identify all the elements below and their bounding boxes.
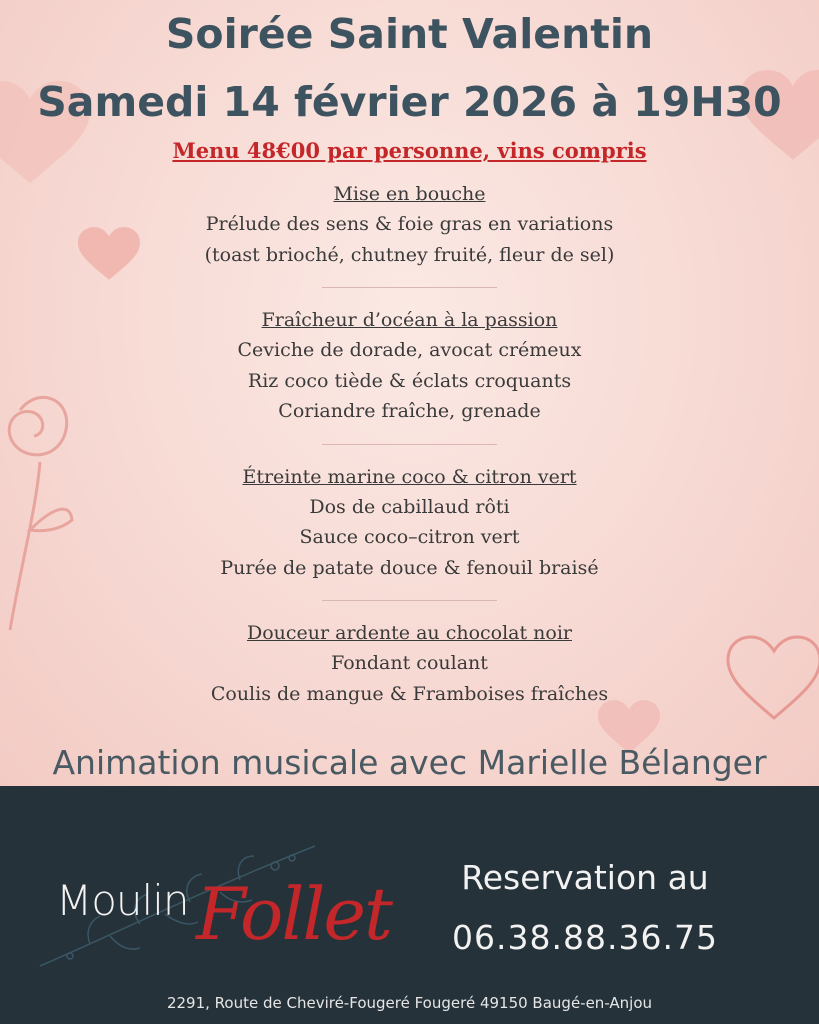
reservation-label: Reservation au	[461, 858, 709, 897]
menu	[0, 179, 819, 709]
course-main	[0, 462, 819, 584]
music-animation-text: Animation musicale avec Marielle Bélanger	[52, 743, 767, 782]
logo-moulin: Moulin	[56, 876, 189, 925]
logo-follet: Follet	[196, 872, 391, 956]
course-title: Fraîcheur d’océan à la passion	[261, 309, 558, 331]
course-line: Ceviche de dorade, avocat crémeux	[237, 339, 582, 361]
course-line: Fondant coulant	[331, 652, 488, 674]
divider	[322, 600, 497, 601]
course-line: Purée de patate douce & fenouil braisé	[220, 556, 599, 579]
course-line: Prélude des sens & foie gras en variations	[205, 213, 614, 235]
course-line: Riz coco tiède & éclats croquants	[247, 369, 572, 392]
course-line: Coriandre fraîche, grenade	[278, 400, 541, 422]
course-starter	[0, 305, 819, 427]
course-line: Coulis de mangue & Framboises fraîches	[210, 682, 609, 705]
event-title: Soirée Saint Valentin	[165, 10, 654, 58]
course-amuse-bouche	[0, 179, 819, 270]
course-title: Douceur ardente au chocolat noir	[246, 622, 573, 644]
divider	[322, 287, 497, 288]
divider	[322, 444, 497, 445]
course-dessert	[0, 618, 819, 709]
course-line: Dos de cabillaud rôti	[309, 495, 510, 518]
course-title: Mise en bouche	[333, 183, 486, 205]
menu-price: Menu 48€00 par personne, vins compris	[172, 138, 647, 163]
course-title: Étreinte marine coco & citron vert	[242, 465, 577, 488]
reservation-phone[interactable]: 06.38.88.36.75	[452, 918, 718, 957]
event-date: Samedi 14 février 2026 à 19H30	[37, 78, 782, 126]
course-line: Sauce coco–citron vert	[299, 526, 520, 548]
address: 2291, Route de Cheviré-Fougeré Fougeré 49150 Baugé-en-Anjou	[166, 994, 653, 1012]
course-line: (toast brioché, chutney fruité, fleur de sel)	[204, 243, 615, 266]
